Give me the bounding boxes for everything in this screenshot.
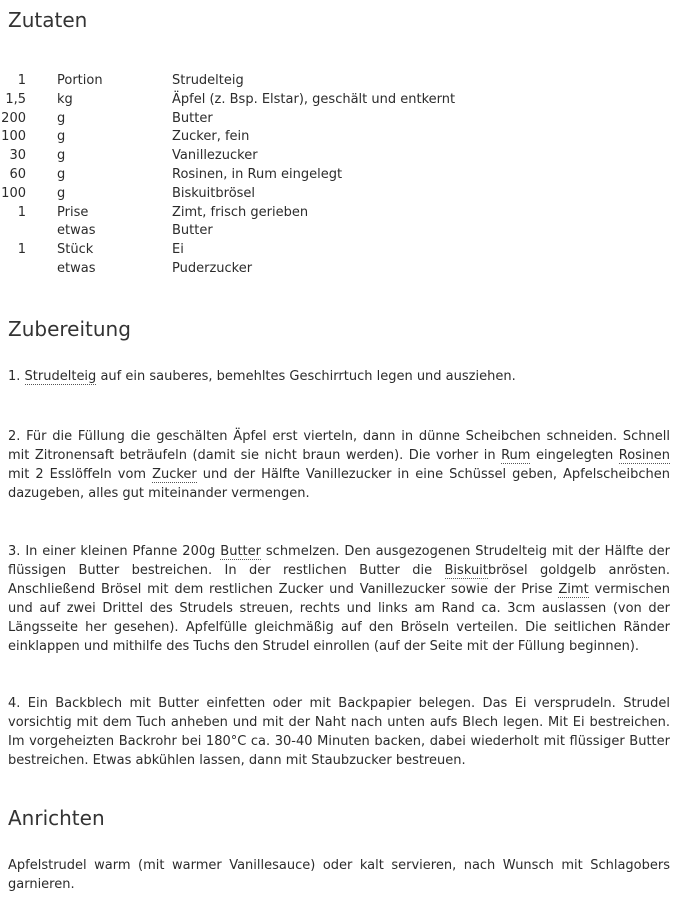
ingredient-row [0,91,660,110]
ingredient-row [0,241,660,260]
ingredient-name: Butter [172,110,213,126]
glossary-link-strudelteig[interactable]: Strudelteig [24,369,97,384]
ingredients-heading: Zutaten [8,8,88,32]
ingredient-name: Rosinen, in Rum eingelegt [172,166,343,182]
ingredient-quantity: 200 [1,110,26,126]
preparation-heading: Zubereitung [8,317,131,341]
ingredient-row [0,72,660,91]
ingredient-name: Biskuitbrösel [172,185,256,201]
ingredient-name: Butter [172,223,213,239]
ingredient-quantity: 60 [9,166,26,182]
step-text: mit 2 Esslöffeln vom [8,466,153,482]
step-text: brösel goldgelb anrösten. Anschließend Brösel mit dem restlichen Zucker und Vanillezucker sowie der Prise [8,562,670,597]
glossary-link-biskuit[interactable]: Biskuit [444,562,488,578]
ingredient-row [0,222,660,241]
ingredient-quantity: 30 [9,148,26,164]
ingredient-row [0,166,660,185]
ingredient-unit: etwas [57,260,96,276]
glossary-link-butter[interactable]: Butter [220,544,261,559]
ingredient-unit: g [57,110,66,126]
ingredient-row [0,147,660,166]
step-text: schmelzen. Den ausgezogenen Strudelteig mit der Hälfte der flüssigen Butter bestreichen. In der restlichen Butter die [8,544,670,578]
glossary-link-rosinen[interactable]: Rosinen [618,447,671,463]
ingredient-unit: etwas [57,223,96,239]
ingredient-quantity: 1 [17,204,26,220]
ingredient-quantity: 1 [17,73,26,88]
serving-heading: Anrichten [8,806,105,830]
ingredient-name: Puderzucker [172,260,253,276]
step-text: 2. Für die Füllung die geschälten Äpfel erst vierteln, dann in dünne Scheibchen schneiden. Schnell mit Zitronensaft beträufeln (damit sie nicht braun werden). Die vorher in [8,429,670,463]
ingredient-name: Zimt, frisch gerieben [172,204,309,220]
ingredient-quantity: 1 [17,242,26,258]
ingredient-quantity: 100 [1,129,26,145]
preparation-step-2 [8,428,670,504]
ingredient-name: Ei [172,242,184,258]
serving-text: Apfelstrudel warm (mit warmer Vanillesauce) oder kalt servieren, nach Wunsch mit Schlagobers garnieren. [8,858,670,892]
ingredient-unit: Prise [57,204,89,220]
step-text: und der Hälfte Vanillezucker in eine Schüssel geben, Apfelscheibchen dazugeben, alles gut miteinander vermengen. [8,466,670,501]
step-text: vermischen und auf zwei Drittel des Strudels streuen, rechts und links am Rand ca. 3cm auslassen (von der Längsseite her gesehen). Apfelfülle gleichmäßig auf den Bröseln verteilen. Die seitlichen Ränder einklappen und mithilfe des Tuchs den Strudel einrollen (auf der Seite mit der Füllung beginnen). [8,581,670,654]
ingredient-name: Äpfel (z. Bsp. Elstar), geschält und entkernt [172,91,456,107]
ingredient-row [0,204,660,223]
ingredient-quantity: 100 [1,185,26,201]
preparation-step-1 [8,368,670,387]
preparation-step-3 [8,543,670,656]
ingredient-unit: Portion [57,73,103,88]
ingredients-table [0,72,660,279]
glossary-link-zucker[interactable]: Zucker [152,466,197,482]
ingredient-unit: g [57,129,66,145]
ingredient-row [0,185,660,204]
ingredient-unit: g [57,166,66,182]
ingredient-quantity: 1,5 [5,91,26,107]
ingredient-unit: g [57,148,66,164]
step-text: auf ein sauberes, bemehltes Geschirrtuch legen und ausziehen. [96,369,516,384]
ingredient-unit: g [57,185,66,201]
step-text: eingelegten [530,447,619,463]
ingredient-row [0,110,660,129]
ingredient-name: Zucker, fein [172,129,250,145]
glossary-link-zimt[interactable]: Zimt [558,581,589,597]
ingredient-name: Vanillezucker [172,148,258,164]
glossary-link-rum[interactable]: Rum [501,447,531,463]
ingredient-unit: kg [57,91,73,107]
preparation-step-4: 4. Ein Backblech mit Butter einfetten oder mit Backpapier belegen. Das Ei versprudeln. Strudel vorsichtig mit dem Tuch anheben und mit der Naht nach unten aufs Blech legen. Mit Ei bestreichen. Im vorgeheizten Backrohr bei 180°C ca. 30-40 Minuten backen, dabei wiederholt mit flüssiger Butter bestreichen. Etwas abkühlen lassen, dann mit Staubzucker bestreuen. [8,696,670,768]
ingredient-unit: Stück [57,242,94,258]
ingredient-row [0,128,660,147]
step-text: 3. In einer kleinen Pfanne 200g [8,544,221,559]
ingredient-name: Strudelteig [172,73,244,88]
step-text: 1. [8,369,25,384]
ingredient-row [0,260,660,279]
